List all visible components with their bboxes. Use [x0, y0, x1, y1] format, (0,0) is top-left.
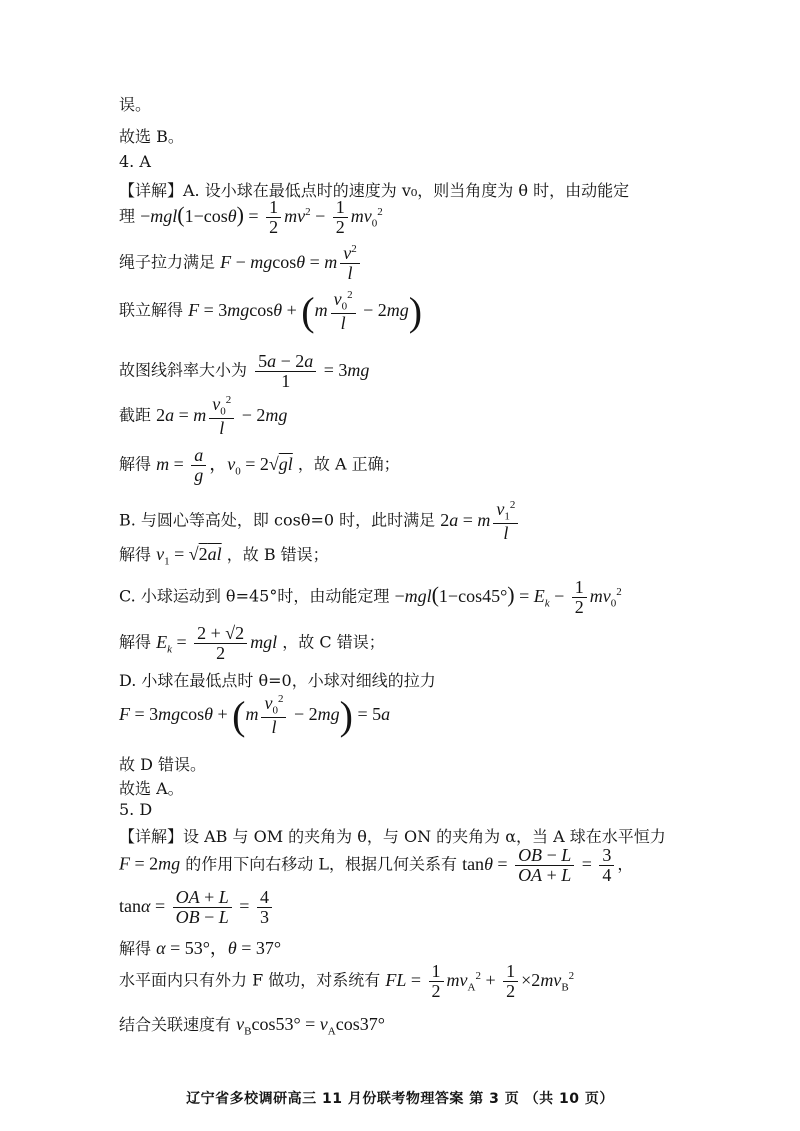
equation-line: 解得 $E_k$ = $\frac{2 + √2}{2}$ mgl ，故 C 错误；: [119, 623, 385, 663]
text-line: 故 D 错误。: [119, 755, 207, 774]
equation-line: 解得 α = 53°，θ = 37°: [119, 938, 282, 958]
question-number: 4. A: [119, 152, 151, 171]
equation-line: 解得 m = $\frac{a}{g}$ ，$v_0 = 2√gl$ ，故 A 正确；: [119, 445, 400, 485]
equation-line: C. 小球运动到 θ=45°时，由动能定理 $-mgl(1-\cos 45^\circ) = E_k$ − $\frac{1}{2}$ $mv_0^2$: [119, 577, 622, 617]
text-line: 误。: [119, 95, 152, 114]
equation-line: F = 3mgcosθ + (m $\frac{v_0^2}{l}$ − 2mg) = 5a: [119, 692, 391, 738]
text-line: D. 小球在最低点时 θ=0，小球对细线的拉力: [119, 671, 436, 690]
text-line: 【详解】A. 设小球在最低点时的速度为 v₀，则当角度为 θ 时，由动能定: [119, 181, 630, 200]
text-line: 故选 A。: [119, 779, 184, 798]
equation-line: 故图线斜率大小为 $\frac{5a - 2a}{1}$ = 3mg: [119, 351, 370, 391]
page-footer: 辽宁省多校调研高三 11 月份联考物理答案 第 3 页 （共 10 页）: [186, 1091, 614, 1107]
equation-line: 理 −mgl(1−cosθ) = $\frac{1}{2}$ $mv^2$ − $\frac{1}{2}$ $mv_0^2$: [119, 197, 383, 237]
text-line: 【详解】设 AB 与 OM 的夹角为 θ，与 ON 的夹角为 α，当 A 球在水平恒力: [119, 827, 666, 846]
equation-line: 解得 $v_1 = √2al$ ，故 B 错误；: [119, 544, 329, 568]
equation-line: 结合关联速度有 $v_B\cos 53^\circ = v_A\cos 37^\circ$: [119, 1014, 385, 1038]
text-line: 故选 B。: [119, 127, 184, 146]
question-number: 5. D: [119, 800, 153, 819]
equation-line: 绳子拉力满足 F − mgcosθ = m $\frac{v^2}{l}$: [119, 244, 363, 283]
equation-line: 截距 2a = m $\frac{v_0^2}{l}$ − 2mg: [119, 394, 288, 439]
equation-line: tanα = $\frac{OA + L}{OB - L}$ = $\frac{4}{3}$: [119, 888, 275, 927]
equation-line: 联立解得 F = 3mgcosθ + (m $\frac{v_0^2}{l}$ − 2mg): [119, 288, 423, 334]
equation-line: B. 与圆心等高处，即 cosθ=0 时，此时满足 2a = m $\frac{v_1^2}{l}$: [119, 500, 521, 543]
equation-line: 水平面内只有外力 F 做功，对系统有 FL = $\frac{1}{2}$ $mv_A^2$ + $\frac{1}{2}$ $\times 2mv_B^2$: [119, 961, 575, 1001]
equation-line: F = 2mg 的作用下向右移动 L，根据几何关系有 tanθ = $\frac{OB - L}{OA + L}$ = $\frac{3}{4}$ ，: [119, 845, 634, 885]
